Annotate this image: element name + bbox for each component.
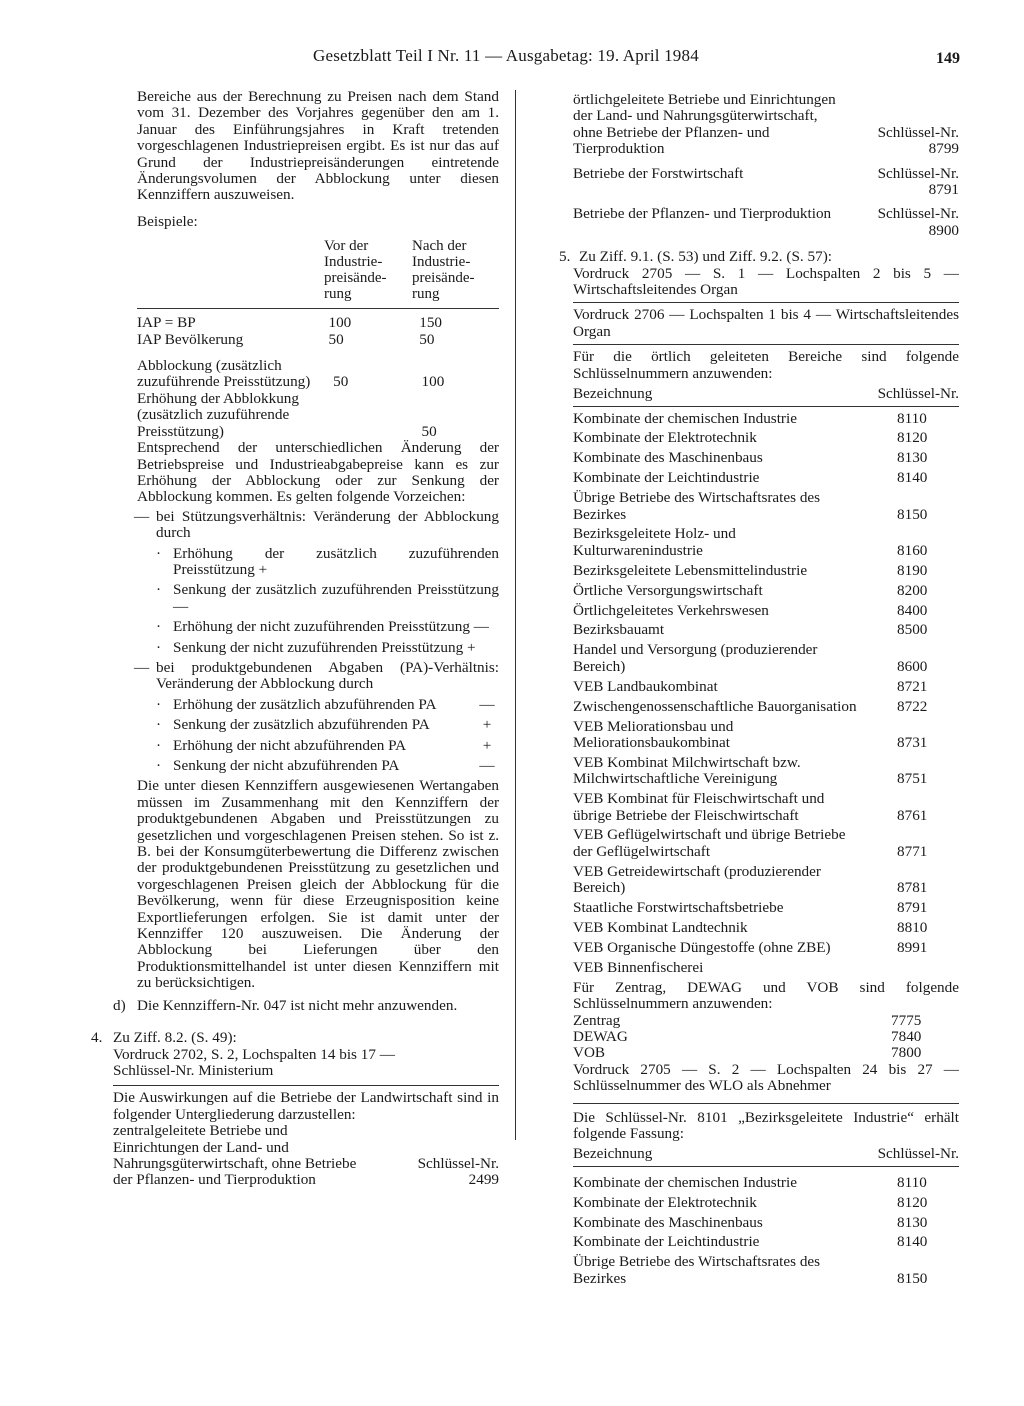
section-5-line1: Vordruck 2705 — S. 1 — Lochspalten 2 bis 5 — Wirtschaftsleitendes Organ bbox=[573, 264, 959, 299]
section-4-item bbox=[113, 1123, 499, 1189]
key-table-header bbox=[573, 386, 959, 402]
key-table2-header bbox=[573, 1146, 959, 1162]
key-table-row bbox=[573, 940, 959, 956]
stuetzung-list bbox=[137, 546, 499, 656]
example-row-before: 50 bbox=[333, 373, 349, 391]
zentrag-row bbox=[573, 1045, 959, 1061]
key-label: Schlüssel-Nr. bbox=[877, 205, 959, 223]
example-row-label: Erhöhung der Abblokkung (zusätzlich zuzuführende Preisstützung) bbox=[137, 389, 299, 440]
example-row-after: 50 bbox=[419, 330, 435, 348]
item-d-label: d) bbox=[113, 996, 126, 1014]
key-table-name: VEB Meliorationsbau und Meliorationsbaukombinat bbox=[573, 717, 734, 751]
key-table-row bbox=[573, 920, 959, 936]
key-table-nr: 8150 bbox=[897, 1269, 928, 1287]
key-table-row bbox=[573, 679, 959, 695]
zentrag-nr: 7840 bbox=[891, 1027, 922, 1045]
key-table-name: Kombinate der chemischen Industrie bbox=[573, 409, 797, 427]
example-table-header bbox=[137, 238, 499, 302]
pa-item bbox=[137, 717, 499, 733]
item-d bbox=[113, 998, 499, 1014]
stuetzung-item bbox=[137, 582, 499, 615]
column-divider bbox=[515, 90, 516, 1140]
key-table-name: Bezirksbauamt bbox=[573, 621, 665, 639]
example-col-after: Nach der Industrie-preisände-rung bbox=[412, 238, 475, 303]
key-table-row bbox=[573, 1175, 959, 1191]
dash-item-stuetzung bbox=[134, 509, 499, 542]
key-table-nr: 8791 bbox=[897, 899, 928, 917]
key-item-key bbox=[878, 166, 959, 199]
section-4-title: Zu Ziff. 8.2. (S. 49): bbox=[113, 1029, 237, 1047]
section-5-number: 5. bbox=[559, 248, 571, 266]
key-value: 8900 bbox=[928, 221, 959, 239]
stuetzung-item-text: Senkung der nicht zuzuführenden Preisstützung + bbox=[173, 638, 476, 656]
dash-marker: — bbox=[134, 658, 150, 676]
zentrag-paragraph: Für Zentrag, DEWAG und VOB sind folgende Schlüsselnummern anzuwenden: bbox=[573, 978, 959, 1013]
key-item bbox=[573, 92, 959, 158]
key-table-name: VEB Geflügelwirtschaft und übrige Betriebe der Geflügelwirtschaft bbox=[573, 826, 846, 860]
key-item-text: Betriebe der Pflanzen- und Tierproduktion bbox=[573, 205, 832, 223]
key-table-name: Kombinate der Elektrotechnik bbox=[573, 1193, 757, 1211]
key-table-name: VEB Landbaukombinat bbox=[573, 677, 718, 695]
example-row bbox=[137, 315, 499, 331]
key-value: 8799 bbox=[928, 140, 959, 158]
section-4-body bbox=[113, 1047, 499, 1189]
dot-marker: · bbox=[156, 757, 162, 774]
pa-list bbox=[137, 697, 499, 775]
key-table-row bbox=[573, 411, 959, 427]
section-4-line2: Schlüssel-Nr. Ministerium bbox=[113, 1061, 274, 1079]
example-row-before: 50 bbox=[328, 330, 344, 348]
section-4-paragraph: Die Auswirkungen auf die Betriebe der Landwirtschaft sind in folgender Untergliederung darzustellen: bbox=[113, 1089, 499, 1123]
dash-marker: — bbox=[134, 507, 150, 525]
key-table-row bbox=[573, 1215, 959, 1231]
key-table-row bbox=[573, 864, 959, 897]
key-table-name: Kombinate des Maschinenbaus bbox=[573, 1213, 763, 1231]
key-table-nr: 8130 bbox=[897, 1213, 928, 1231]
dot-marker: · bbox=[156, 695, 162, 713]
dash-item-text: bei produktgebundenen Abgaben (PA)-Verhältnis: Veränderung der Abblockung durch bbox=[156, 658, 499, 693]
key-table-rule bbox=[573, 406, 959, 407]
key-table-name: Bezirksgeleitete Lebensmittelindustrie bbox=[573, 561, 808, 579]
key-table-row bbox=[573, 755, 959, 788]
section-4-title-row bbox=[91, 1030, 499, 1046]
key-table-body bbox=[573, 411, 959, 977]
key-table-nr: 8810 bbox=[897, 918, 928, 936]
key-table-row bbox=[573, 719, 959, 752]
pa-item-text: Erhöhung der nicht abzuführenden PA bbox=[173, 736, 407, 754]
key-table-name: VEB Getreidewirtschaft (produzierender Bereich) bbox=[573, 862, 821, 897]
key-table-name: Übrige Betriebe des Wirtschaftsrates des Bezirkes bbox=[573, 489, 821, 523]
key-table-name: Örtlichgeleitetes Verkehrswesen bbox=[573, 601, 769, 619]
example-row-label: IAP Bevölkerung bbox=[137, 330, 244, 348]
pa-item-sign: — bbox=[479, 757, 495, 774]
key-table-nr: 8110 bbox=[897, 1173, 927, 1191]
key-table-name: Örtliche Versorgungswirtschaft bbox=[573, 581, 763, 599]
key-table-nr: 8120 bbox=[897, 1193, 928, 1211]
example-row-before: 100 bbox=[328, 314, 352, 332]
example-row-label: IAP = BP bbox=[137, 314, 196, 332]
zentrag-nr: 7775 bbox=[891, 1011, 922, 1029]
key-table-row bbox=[573, 1195, 959, 1211]
stuetzung-item bbox=[137, 640, 499, 656]
key-table-name: VEB Kombinat Landtechnik bbox=[573, 918, 748, 936]
key-table2-body bbox=[573, 1175, 959, 1287]
section-4-number: 4. bbox=[91, 1029, 103, 1047]
key-item bbox=[573, 166, 959, 199]
dot-marker: · bbox=[156, 544, 162, 562]
key-table-nr: 8190 bbox=[897, 561, 928, 579]
key-table-name: Kombinate der Leichtindustrie bbox=[573, 469, 760, 487]
key-table-row bbox=[573, 526, 959, 559]
key-table-nr: 8400 bbox=[897, 601, 928, 619]
key-table-row bbox=[573, 699, 959, 715]
key-item-key bbox=[878, 125, 959, 158]
key-item-text: örtlichgeleitete Betriebe und Einrichtungen der Land- und Nahrungsgüterwirtschaft, ohne Betriebe der Pflanzen- und Tierproduktion bbox=[573, 91, 836, 158]
key-table-name: Kombinate der Elektrotechnik bbox=[573, 429, 757, 447]
key-table-nr: 8751 bbox=[897, 770, 928, 788]
section-4-line1: Vordruck 2702, S. 2, Lochspalten 14 bis 17 — bbox=[113, 1045, 395, 1063]
section-4-item-key bbox=[418, 1156, 499, 1189]
key-table-nr: 8600 bbox=[897, 657, 928, 675]
dot-marker: · bbox=[156, 618, 162, 636]
right-column bbox=[559, 91, 959, 1291]
key-value: 8791 bbox=[928, 181, 959, 199]
example-row-after: 150 bbox=[419, 314, 443, 332]
key-table-name: Kombinate des Maschinenbaus bbox=[573, 449, 763, 467]
beispiele-label: Beispiele: bbox=[137, 212, 198, 230]
zentrag-row bbox=[573, 1029, 959, 1045]
key-table-row bbox=[573, 490, 959, 523]
dot-marker: · bbox=[156, 716, 162, 734]
pa-item-sign: + bbox=[482, 716, 492, 734]
key-table-nr: 8120 bbox=[897, 429, 928, 447]
key-table-row bbox=[573, 1234, 959, 1250]
dot-marker: · bbox=[156, 736, 162, 754]
zentrag-nr: 7800 bbox=[891, 1044, 922, 1062]
example-table-rule bbox=[137, 308, 499, 309]
top-key-items bbox=[573, 92, 959, 239]
wertangaben-paragraph: Die unter diesen Kennziffern ausgewiesenen Wertangaben müssen im Zusammenhang mit den Kennziffern der produktgebundenen Abgaben und Preisstützungen zu gesetzlichen und vorgeschlagenen Preisen stehen. So ist z. B. bei der Konsumgüterbewertung die Differenz zwischen der produktgebundenen Preisstützung zu gesetzlichen und vorgeschlagenen Preisen gleich der Abblockung für die Bevölkerung, wenn für diese Erzeugnisposition keine Exportlieferungen erfolgen. Sie ist damit unter der Kennziffer 120 auszuweisen. Die Änderung der Abblockung bei Lieferungen über den Produktionsmittelhandel ist unter diesen Kennziffern mit zu berücksichtigen. bbox=[137, 777, 499, 992]
key-table2-rule bbox=[573, 1166, 959, 1167]
header-title: Gesetzblatt Teil I Nr. 11 — Ausgabetag: 19. April 1984 bbox=[313, 46, 699, 65]
key-table-row bbox=[573, 603, 959, 619]
example-col-before: Vor der Industrie-preisände-rung bbox=[324, 238, 387, 303]
key-value: 2499 bbox=[468, 1171, 499, 1189]
key-table-row bbox=[573, 470, 959, 486]
example-row bbox=[137, 358, 499, 391]
pa-item-text: Senkung der zusätzlich abzuführenden PA bbox=[173, 716, 430, 734]
example-row-after: 50 bbox=[421, 422, 437, 440]
stuetzung-item-text: Erhöhung der zusätzlich zuzuführenden Preisstützung + bbox=[173, 544, 499, 578]
section-5-title-row bbox=[559, 249, 959, 265]
pa-item-text: Erhöhung der zusätzlich abzuführenden PA bbox=[173, 695, 437, 713]
pa-item-sign: — bbox=[479, 695, 495, 713]
key-table-name: Kombinate der Leichtindustrie bbox=[573, 1233, 760, 1251]
dot-marker: · bbox=[156, 638, 162, 656]
key-table-name: VEB Kombinat für Fleischwirtschaft und übrige Betriebe der Fleischwirtschaft bbox=[573, 790, 825, 824]
key-table2-head-nr: Schlüssel-Nr. bbox=[877, 1145, 959, 1163]
pa-item bbox=[137, 697, 499, 713]
key-table-name: Bezirksgeleitete Holz- und Kulturwarenindustrie bbox=[573, 525, 736, 559]
key-table-nr: 8721 bbox=[897, 677, 928, 695]
stuetzung-item bbox=[137, 619, 499, 635]
key-table-nr: 8160 bbox=[897, 541, 928, 559]
example-row bbox=[137, 391, 499, 440]
key-table-nr: 8781 bbox=[897, 879, 928, 897]
stuetzung-item-text: Senkung der zusätzlich zuzuführenden Preisstützung — bbox=[173, 581, 499, 615]
key-table-head-nr: Schlüssel-Nr. bbox=[877, 385, 959, 403]
key-table-nr: 8150 bbox=[897, 505, 928, 523]
key-table-row bbox=[573, 791, 959, 824]
key-table-name: Zwischengenossenschaftliche Bauorganisation bbox=[573, 697, 857, 715]
key-table-row bbox=[573, 430, 959, 446]
s8101-rule bbox=[573, 1103, 959, 1104]
left-column bbox=[91, 88, 499, 1189]
key-table-name: VEB Organische Düngestoffe (ohne ZBE) bbox=[573, 938, 831, 956]
key-table-name: VEB Binnenfischerei bbox=[573, 958, 704, 976]
example-row bbox=[137, 332, 499, 348]
example-row-after: 100 bbox=[421, 373, 445, 391]
pa-item-sign: + bbox=[482, 736, 492, 754]
key-label: Schlüssel-Nr. bbox=[877, 164, 959, 182]
key-table2-head-name: Bezeichnung bbox=[573, 1145, 653, 1163]
key-label: Schlüssel-Nr. bbox=[877, 123, 959, 141]
zentrag-table bbox=[573, 1013, 959, 1062]
key-table-row bbox=[573, 622, 959, 638]
section-4-item-text: zentralgeleitete Betriebe und Einrichtungen der Land- und Nahrungsgüterwirtschaft, ohne Betriebe der Pflanzen- und Tierproduktion bbox=[113, 1122, 357, 1189]
pa-item bbox=[137, 758, 499, 774]
zentrag-name: DEWAG bbox=[573, 1027, 628, 1045]
key-item-key bbox=[878, 206, 959, 239]
intro-paragraph: Bereiche aus der Berechnung zu Preisen nach dem Stand vom 31. Dezember des Vorjahres gegenüber den am 1. Januar des Einführungsjahres in Kraft tretenden vorgeschlagenen Industriepreisen ergibt. Es ist nur das auf Grund der Industriepreisänderungen eintretende Änderungsvolumen der Abblockung unter diesen Kennziffern auszuweisen. bbox=[137, 88, 499, 204]
dot-marker: · bbox=[156, 581, 162, 599]
key-table-nr: 8200 bbox=[897, 581, 928, 599]
vorzeichen-paragraph: Entsprechend der unterschiedlichen Änderung der Betriebspreise und Industrieabgabepreise kann es zur Erhöhung der Abblockung oder zur Senkung der Abblockung kommen. Es gelten folgende Vorzeichen: bbox=[137, 439, 499, 506]
stuetzung-item-text: Erhöhung der nicht zuzuführenden Preisstützung — bbox=[173, 618, 489, 636]
section-5-line2: Vordruck 2706 — Lochspalten 1 bis 4 — Wirtschaftsleitendes Organ bbox=[573, 306, 959, 340]
key-table-row bbox=[573, 450, 959, 466]
key-table-name: Handel und Versorgung (produzierender Bereich) bbox=[573, 641, 818, 675]
pa-item bbox=[137, 738, 499, 754]
section-5-line3: Für die örtlich geleiteten Bereiche sind folgende Schlüsselnummern anzuwenden: bbox=[573, 348, 959, 382]
key-table-nr: 8140 bbox=[897, 1233, 928, 1251]
vordruck-paragraph: Vordruck 2705 — S. 2 — Lochspalten 24 bis 27 — Schlüsselnummer des WLO als Abnehmer bbox=[573, 1060, 959, 1095]
key-table-nr: 8130 bbox=[897, 449, 928, 467]
zentrag-row bbox=[573, 1013, 959, 1029]
key-table-nr: 8722 bbox=[897, 697, 928, 715]
key-table-nr: 8110 bbox=[897, 409, 927, 427]
s8101-paragraph: Die Schlüssel-Nr. 8101 „Bezirksgeleitete Industrie“ erhält folgende Fassung: bbox=[573, 1108, 959, 1142]
key-table-row bbox=[573, 960, 959, 976]
key-table-nr: 8991 bbox=[897, 938, 928, 956]
key-table-row bbox=[573, 827, 959, 860]
key-item-text: Betriebe der Forstwirtschaft bbox=[573, 164, 744, 182]
item-d-text: Die Kennziffern-Nr. 047 ist nicht mehr anzuwenden. bbox=[137, 996, 458, 1014]
key-table-nr: 8761 bbox=[897, 806, 928, 824]
pa-item-text: Senkung der nicht abzuführenden PA bbox=[173, 757, 400, 774]
dash-item-text: bei Stützungsverhältnis: Veränderung der Abblockung durch bbox=[156, 507, 499, 542]
section-5-rule1 bbox=[573, 302, 959, 303]
section-4-rule bbox=[113, 1085, 499, 1086]
stuetzung-item bbox=[137, 546, 499, 579]
section-5-title: Zu Ziff. 9.1. (S. 53) und Ziff. 9.2. (S. 57): bbox=[579, 248, 832, 266]
key-table-row bbox=[573, 563, 959, 579]
key-table-head-name: Bezeichnung bbox=[573, 385, 653, 403]
zentrag-name: Zentrag bbox=[573, 1011, 621, 1029]
section-5-rule2 bbox=[573, 344, 959, 345]
key-table-nr: 8140 bbox=[897, 469, 928, 487]
key-table-row bbox=[573, 1254, 959, 1287]
key-table-row bbox=[573, 642, 959, 675]
key-table-nr: 8731 bbox=[897, 733, 928, 751]
page-number: 149 bbox=[936, 50, 960, 67]
key-table-name: Übrige Betriebe des Wirtschaftsrates des Bezirkes bbox=[573, 1253, 821, 1287]
zentrag-name: VOB bbox=[573, 1044, 606, 1062]
key-label: Schlüssel-Nr. bbox=[417, 1154, 499, 1172]
example-table-body bbox=[137, 315, 499, 440]
key-table-row bbox=[573, 583, 959, 599]
dash-item-pa bbox=[134, 660, 499, 693]
example-row-label: Abblockung (zusätzlich zuzuführende Preisstützung) bbox=[137, 357, 311, 391]
key-item bbox=[573, 206, 959, 239]
key-table-row bbox=[573, 900, 959, 916]
key-table-nr: 8771 bbox=[897, 842, 928, 860]
key-table-name: VEB Kombinat Milchwirtschaft bzw. Milchwirtschaftliche Vereinigung bbox=[573, 753, 801, 788]
key-table-name: Kombinate der chemischen Industrie bbox=[573, 1173, 797, 1191]
key-table-name: Staatliche Forstwirtschaftsbetriebe bbox=[573, 899, 784, 917]
key-table-nr: 8500 bbox=[897, 621, 928, 639]
